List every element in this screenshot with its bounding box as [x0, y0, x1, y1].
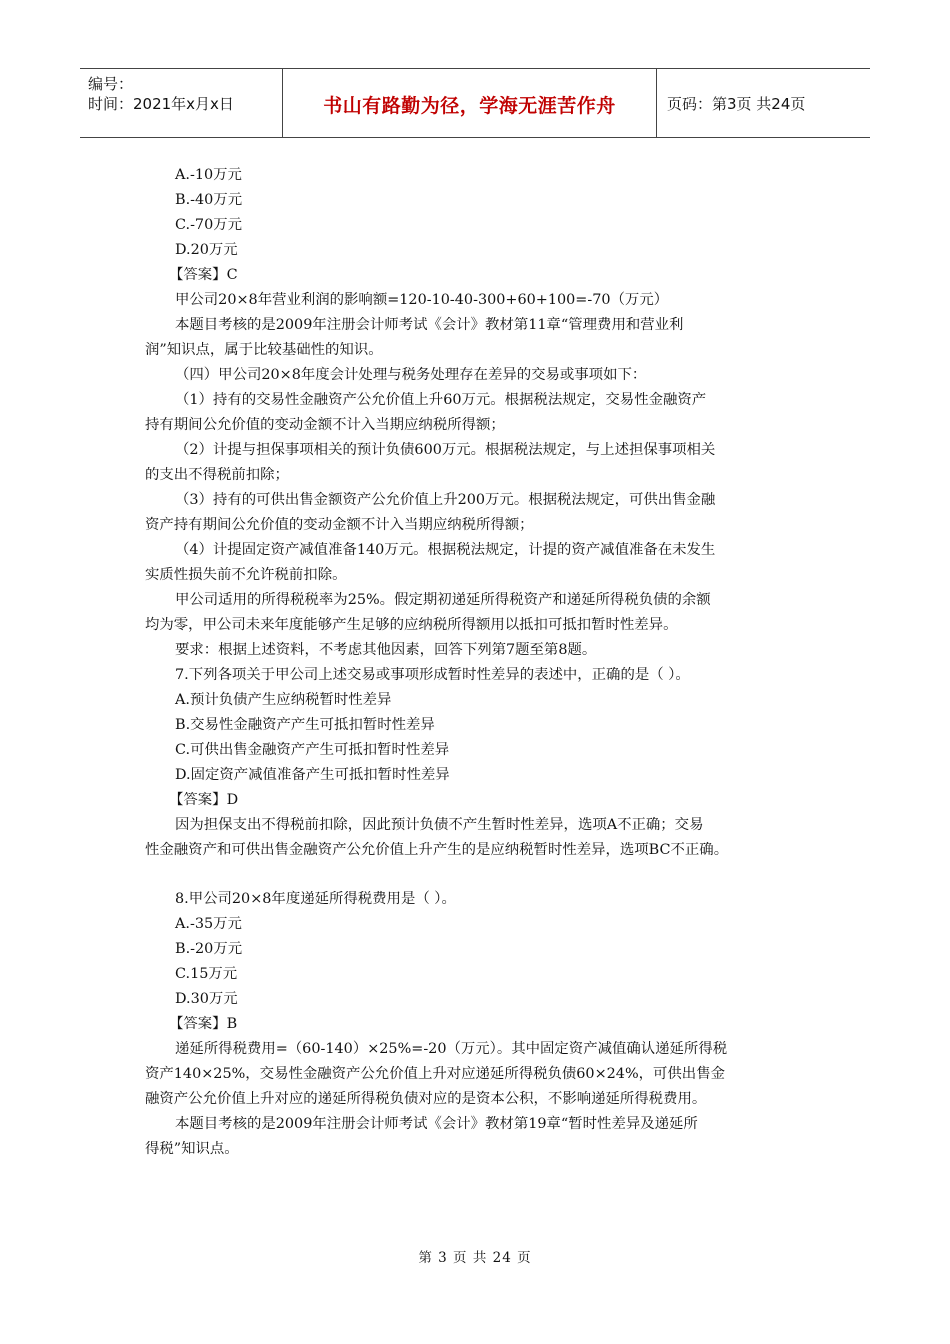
option-d: D.30万元	[175, 991, 238, 1007]
header-middle-cell	[283, 69, 657, 137]
explanation-line: 润”知识点，属于比较基础性的知识。	[145, 342, 383, 358]
option-d: D.固定资产减值准备产生可抵扣暂时性差异	[175, 767, 450, 783]
item-line: 实质性损失前不允许税前扣除。	[145, 567, 347, 583]
option-b: B.交易性金融资产产生可抵扣暂时性差异	[175, 717, 435, 733]
item-line: 持有期间公允价值的变动金额不计入当期应纳税所得额；	[145, 417, 505, 433]
answer-label: 【答案】D	[169, 792, 239, 808]
item-line: （2）计提与担保事项相关的预计负债600万元。根据税法规定，与上述担保事项相关	[175, 442, 716, 458]
requirement-line: 要求：根据上述资料，不考虑其他因素，回答下列第7题至第8题。	[175, 642, 597, 658]
option-c: C.可供出售金融资产产生可抵扣暂时性差异	[175, 742, 450, 758]
document-number-label: 编号：	[88, 75, 134, 93]
option-a: A.预计负债产生应纳税暂时性差异	[175, 692, 392, 708]
answer-label: 【答案】B	[169, 1016, 238, 1032]
header-right-cell	[657, 69, 870, 137]
answer-label: 【答案】C	[169, 267, 238, 283]
page-header	[80, 68, 870, 138]
item-line: （3）持有的可供出售金额资产公允价值上升200万元。根据税法规定，可供出售金融	[175, 492, 716, 508]
option-c: C.-70万元	[175, 217, 243, 233]
paragraph-line: 甲公司适用的所得税税率为25%。假定期初递延所得税资产和递延所得税负债的余额	[175, 592, 711, 608]
page-footer: 第 3 页 共 24 页	[418, 1250, 532, 1266]
explanation-line: 递延所得税费用=（60-140）×25%=-20（万元）。其中固定资产减值确认递延所得税	[175, 1041, 728, 1057]
header-motto: 书山有路勤为径，学海无涯苦作舟	[323, 95, 616, 117]
explanation-line: 本题目考核的是2009年注册会计师考试《会计》教材第19章“暂时性差异及递延所	[175, 1116, 698, 1132]
option-a: A.-10万元	[175, 167, 242, 183]
explanation-line: 性金融资产和可供出售金融资产公允价值上升产生的是应纳税暂时性差异，选项BC不正确。	[145, 842, 729, 858]
question-7: 7.下列各项关于甲公司上述交易或事项形成暂时性差异的表述中，正确的是（ ）。	[175, 667, 690, 683]
section-heading: （四）甲公司20×8年度会计处理与税务处理存在差异的交易或事项如下：	[175, 367, 647, 383]
explanation-line: 因为担保支出不得税前扣除，因此预计负债不产生暂时性差异，选项A不正确；交易	[175, 817, 704, 833]
option-b: B.-40万元	[175, 192, 243, 208]
explanation-line: 甲公司20×8年营业利润的影响额=120-10-40-300+60+100=-70（万元）	[175, 292, 669, 308]
option-c: C.15万元	[175, 966, 238, 982]
item-line: 的支出不得税前扣除；	[145, 467, 289, 483]
option-b: B.-20万元	[175, 941, 243, 957]
document-time-label: 时间：2021年x月x日	[88, 95, 234, 113]
option-a: A.-35万元	[175, 916, 242, 932]
header-left-cell	[80, 69, 283, 137]
option-d: D.20万元	[175, 242, 238, 258]
explanation-line: 资产140×25%，交易性金融资产公允价值上升对应递延所得税负债60×24%，可供出售金	[145, 1066, 725, 1082]
blank-line	[145, 863, 810, 887]
explanation-line: 得税”知识点。	[145, 1141, 239, 1157]
item-line: 资产持有期间公允价值的变动金额不计入当期应纳税所得额；	[145, 517, 534, 533]
header-page-info: 页码：第3页 共24页	[667, 95, 806, 113]
explanation-line: 本题目考核的是2009年注册会计师考试《会计》教材第11章“管理费用和营业利	[175, 317, 684, 333]
question-8: 8.甲公司20×8年度递延所得税费用是（ ）。	[175, 891, 456, 907]
paragraph-line: 均为零，甲公司未来年度能够产生足够的应纳税所得额用以抵扣可抵扣暂时性差异。	[145, 617, 678, 633]
item-line: （4）计提固定资产减值准备140万元。根据税法规定，计提的资产减值准备在未发生	[175, 542, 716, 558]
document-body	[145, 163, 810, 1162]
item-line: （1）持有的交易性金融资产公允价值上升60万元。根据税法规定，交易性金融资产	[175, 392, 707, 408]
explanation-line: 融资产公允价值上升对应的递延所得税负债对应的是资本公积，不影响递延所得税费用。	[145, 1091, 707, 1107]
